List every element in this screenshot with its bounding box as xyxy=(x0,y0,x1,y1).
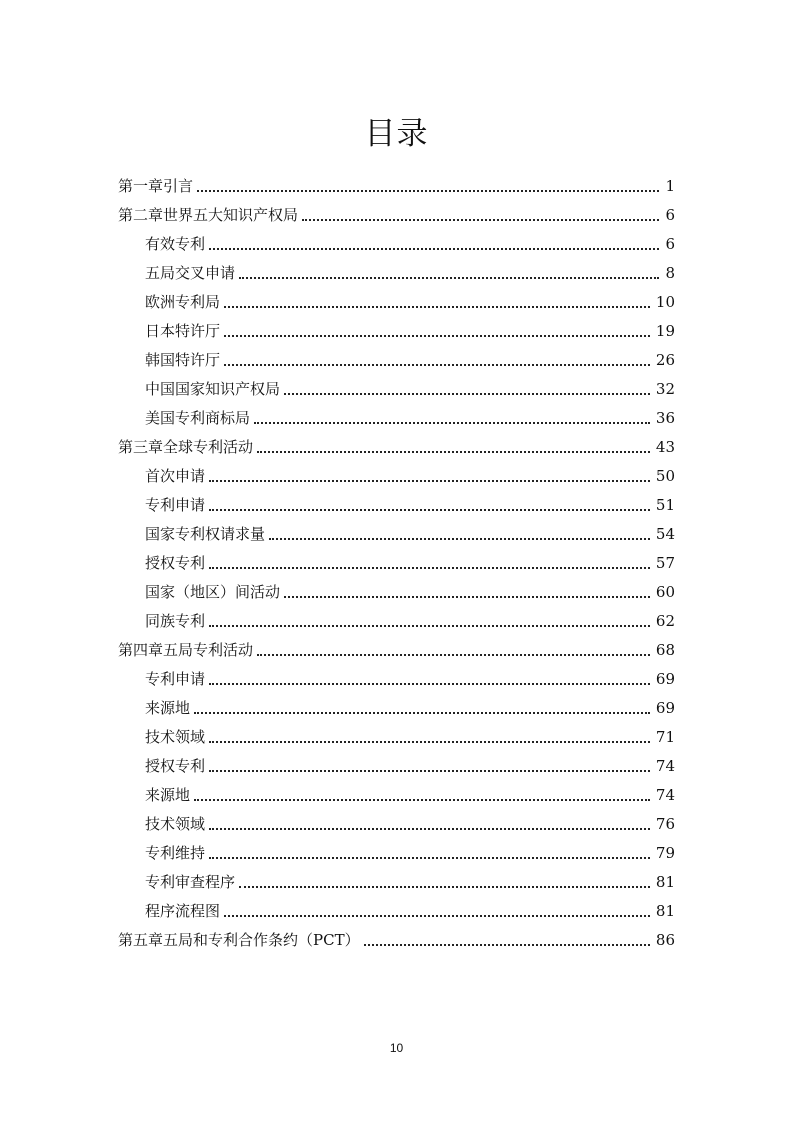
page-title: 目录 xyxy=(364,116,429,152)
toc-dot-leader xyxy=(209,607,650,636)
toc-entry-section[interactable] xyxy=(145,578,675,607)
toc-entry-label: 第五章五局和专利合作条约（PCT） xyxy=(118,931,360,949)
toc-dot-leader xyxy=(209,549,650,578)
toc-page-number: 68 xyxy=(655,641,675,659)
toc-entry-section[interactable] xyxy=(145,752,675,781)
toc-dot-leader xyxy=(364,926,650,955)
toc-entry-section[interactable] xyxy=(145,723,675,752)
toc-entry-label: 来源地 xyxy=(145,699,191,717)
toc-page-number: 69 xyxy=(655,670,675,688)
toc-page-number: 57 xyxy=(655,554,675,572)
toc-page-number: 6 xyxy=(665,206,675,224)
toc-page-number: 19 xyxy=(655,322,675,340)
toc-entry-label: 专利审查程序 xyxy=(145,873,236,891)
toc-dot-leader xyxy=(269,520,650,549)
toc-dot-leader xyxy=(224,346,650,375)
toc-entry-section[interactable] xyxy=(145,491,675,520)
toc-dot-leader xyxy=(209,839,650,868)
toc-entry-label: 有效专利 xyxy=(145,235,206,253)
toc-entry-section[interactable] xyxy=(145,230,675,259)
toc-page-number: 81 xyxy=(655,902,675,920)
toc-entry-label: 第二章世界五大知识产权局 xyxy=(118,206,299,224)
toc-entry-section[interactable] xyxy=(145,549,675,578)
toc-page-number: 26 xyxy=(655,351,675,369)
toc-entry-label: 第三章全球专利活动 xyxy=(118,438,254,456)
toc-page-number: 60 xyxy=(655,583,675,601)
toc-dot-leader xyxy=(257,636,650,665)
toc-dot-leader xyxy=(284,578,650,607)
toc-dot-leader xyxy=(239,259,659,288)
toc-dot-leader xyxy=(302,201,659,230)
toc-entry-label: 技术领域 xyxy=(145,728,206,746)
toc-entry-label: 首次申请 xyxy=(145,467,206,485)
toc-entry-label: 国家（地区）间活动 xyxy=(145,583,281,601)
toc-page-number: 74 xyxy=(655,757,675,775)
toc-dot-leader xyxy=(284,375,650,404)
toc-dot-leader xyxy=(239,868,650,897)
table-of-contents xyxy=(0,172,793,955)
toc-entry-label: 专利申请 xyxy=(145,496,206,514)
toc-entry-label: 日本特许厅 xyxy=(145,322,221,340)
toc-entry-section[interactable] xyxy=(145,375,675,404)
footer-page-number: 10 xyxy=(389,1041,404,1055)
toc-page-number: 8 xyxy=(665,264,675,282)
toc-page-number: 32 xyxy=(655,380,675,398)
toc-entry-section[interactable] xyxy=(145,897,675,926)
toc-entry-section[interactable] xyxy=(145,520,675,549)
toc-dot-leader xyxy=(224,317,650,346)
toc-dot-leader xyxy=(209,462,650,491)
toc-dot-leader xyxy=(257,433,650,462)
toc-page-number: 6 xyxy=(665,235,675,253)
toc-dot-leader xyxy=(209,230,659,259)
toc-page-number: 74 xyxy=(655,786,675,804)
toc-page-number: 36 xyxy=(655,409,675,427)
toc-entry-section[interactable] xyxy=(145,404,675,433)
toc-dot-leader xyxy=(194,694,650,723)
toc-page-number: 43 xyxy=(655,438,675,456)
toc-entry-label: 来源地 xyxy=(145,786,191,804)
toc-entry-section[interactable] xyxy=(145,868,675,897)
toc-page-number: 79 xyxy=(655,844,675,862)
toc-entry-chapter-4[interactable] xyxy=(118,636,675,665)
toc-page-number: 69 xyxy=(655,699,675,717)
toc-dot-leader xyxy=(224,897,650,926)
toc-entry-label: 欧洲专利局 xyxy=(145,293,221,311)
toc-dot-leader xyxy=(209,491,650,520)
toc-entry-section[interactable] xyxy=(145,259,675,288)
toc-entry-chapter-3[interactable] xyxy=(118,433,675,462)
toc-dot-leader xyxy=(197,172,659,201)
toc-entry-label: 第四章五局专利活动 xyxy=(118,641,254,659)
toc-entry-chapter-5[interactable] xyxy=(118,926,675,955)
toc-entry-label: 专利申请 xyxy=(145,670,206,688)
toc-dot-leader xyxy=(209,723,650,752)
toc-entry-chapter-1[interactable] xyxy=(118,172,675,201)
toc-entry-label: 中国国家知识产权局 xyxy=(145,380,281,398)
toc-entry-section[interactable] xyxy=(145,694,675,723)
toc-entry-label: 程序流程图 xyxy=(145,902,221,920)
toc-page-number: 54 xyxy=(655,525,675,543)
toc-dot-leader xyxy=(209,665,650,694)
toc-page-number: 81 xyxy=(655,873,675,891)
toc-page-number: 1 xyxy=(665,177,675,195)
toc-entry-section[interactable] xyxy=(145,288,675,317)
toc-dot-leader xyxy=(254,404,650,433)
toc-entry-label: 韩国特许厅 xyxy=(145,351,221,369)
toc-entry-label: 授权专利 xyxy=(145,554,206,572)
toc-entry-section[interactable] xyxy=(145,781,675,810)
toc-entry-section[interactable] xyxy=(145,839,675,868)
toc-dot-leader xyxy=(209,810,650,839)
toc-entry-label: 专利维持 xyxy=(145,844,206,862)
toc-entry-section[interactable] xyxy=(145,607,675,636)
toc-dot-leader xyxy=(209,752,650,781)
toc-entry-chapter-2[interactable] xyxy=(118,201,675,230)
toc-entry-label: 美国专利商标局 xyxy=(145,409,251,427)
toc-page-number: 71 xyxy=(655,728,675,746)
toc-dot-leader xyxy=(194,781,650,810)
toc-entry-label: 技术领域 xyxy=(145,815,206,833)
toc-entry-section[interactable] xyxy=(145,810,675,839)
toc-entry-section[interactable] xyxy=(145,346,675,375)
toc-page-number: 50 xyxy=(655,467,675,485)
toc-entry-label: 第一章引言 xyxy=(118,177,194,195)
toc-entry-section[interactable] xyxy=(145,317,675,346)
toc-page-number: 76 xyxy=(655,815,675,833)
toc-page-number: 10 xyxy=(655,293,675,311)
toc-dot-leader xyxy=(224,288,650,317)
toc-entry-label: 授权专利 xyxy=(145,757,206,775)
toc-entry-label: 五局交叉申请 xyxy=(145,264,236,282)
toc-entry-section[interactable] xyxy=(145,665,675,694)
toc-page-number: 86 xyxy=(655,931,675,949)
toc-page-number: 51 xyxy=(655,496,675,514)
toc-entry-label: 国家专利权请求量 xyxy=(145,525,266,543)
toc-entry-section[interactable] xyxy=(145,462,675,491)
toc-entry-label: 同族专利 xyxy=(145,612,206,630)
toc-page-number: 62 xyxy=(655,612,675,630)
